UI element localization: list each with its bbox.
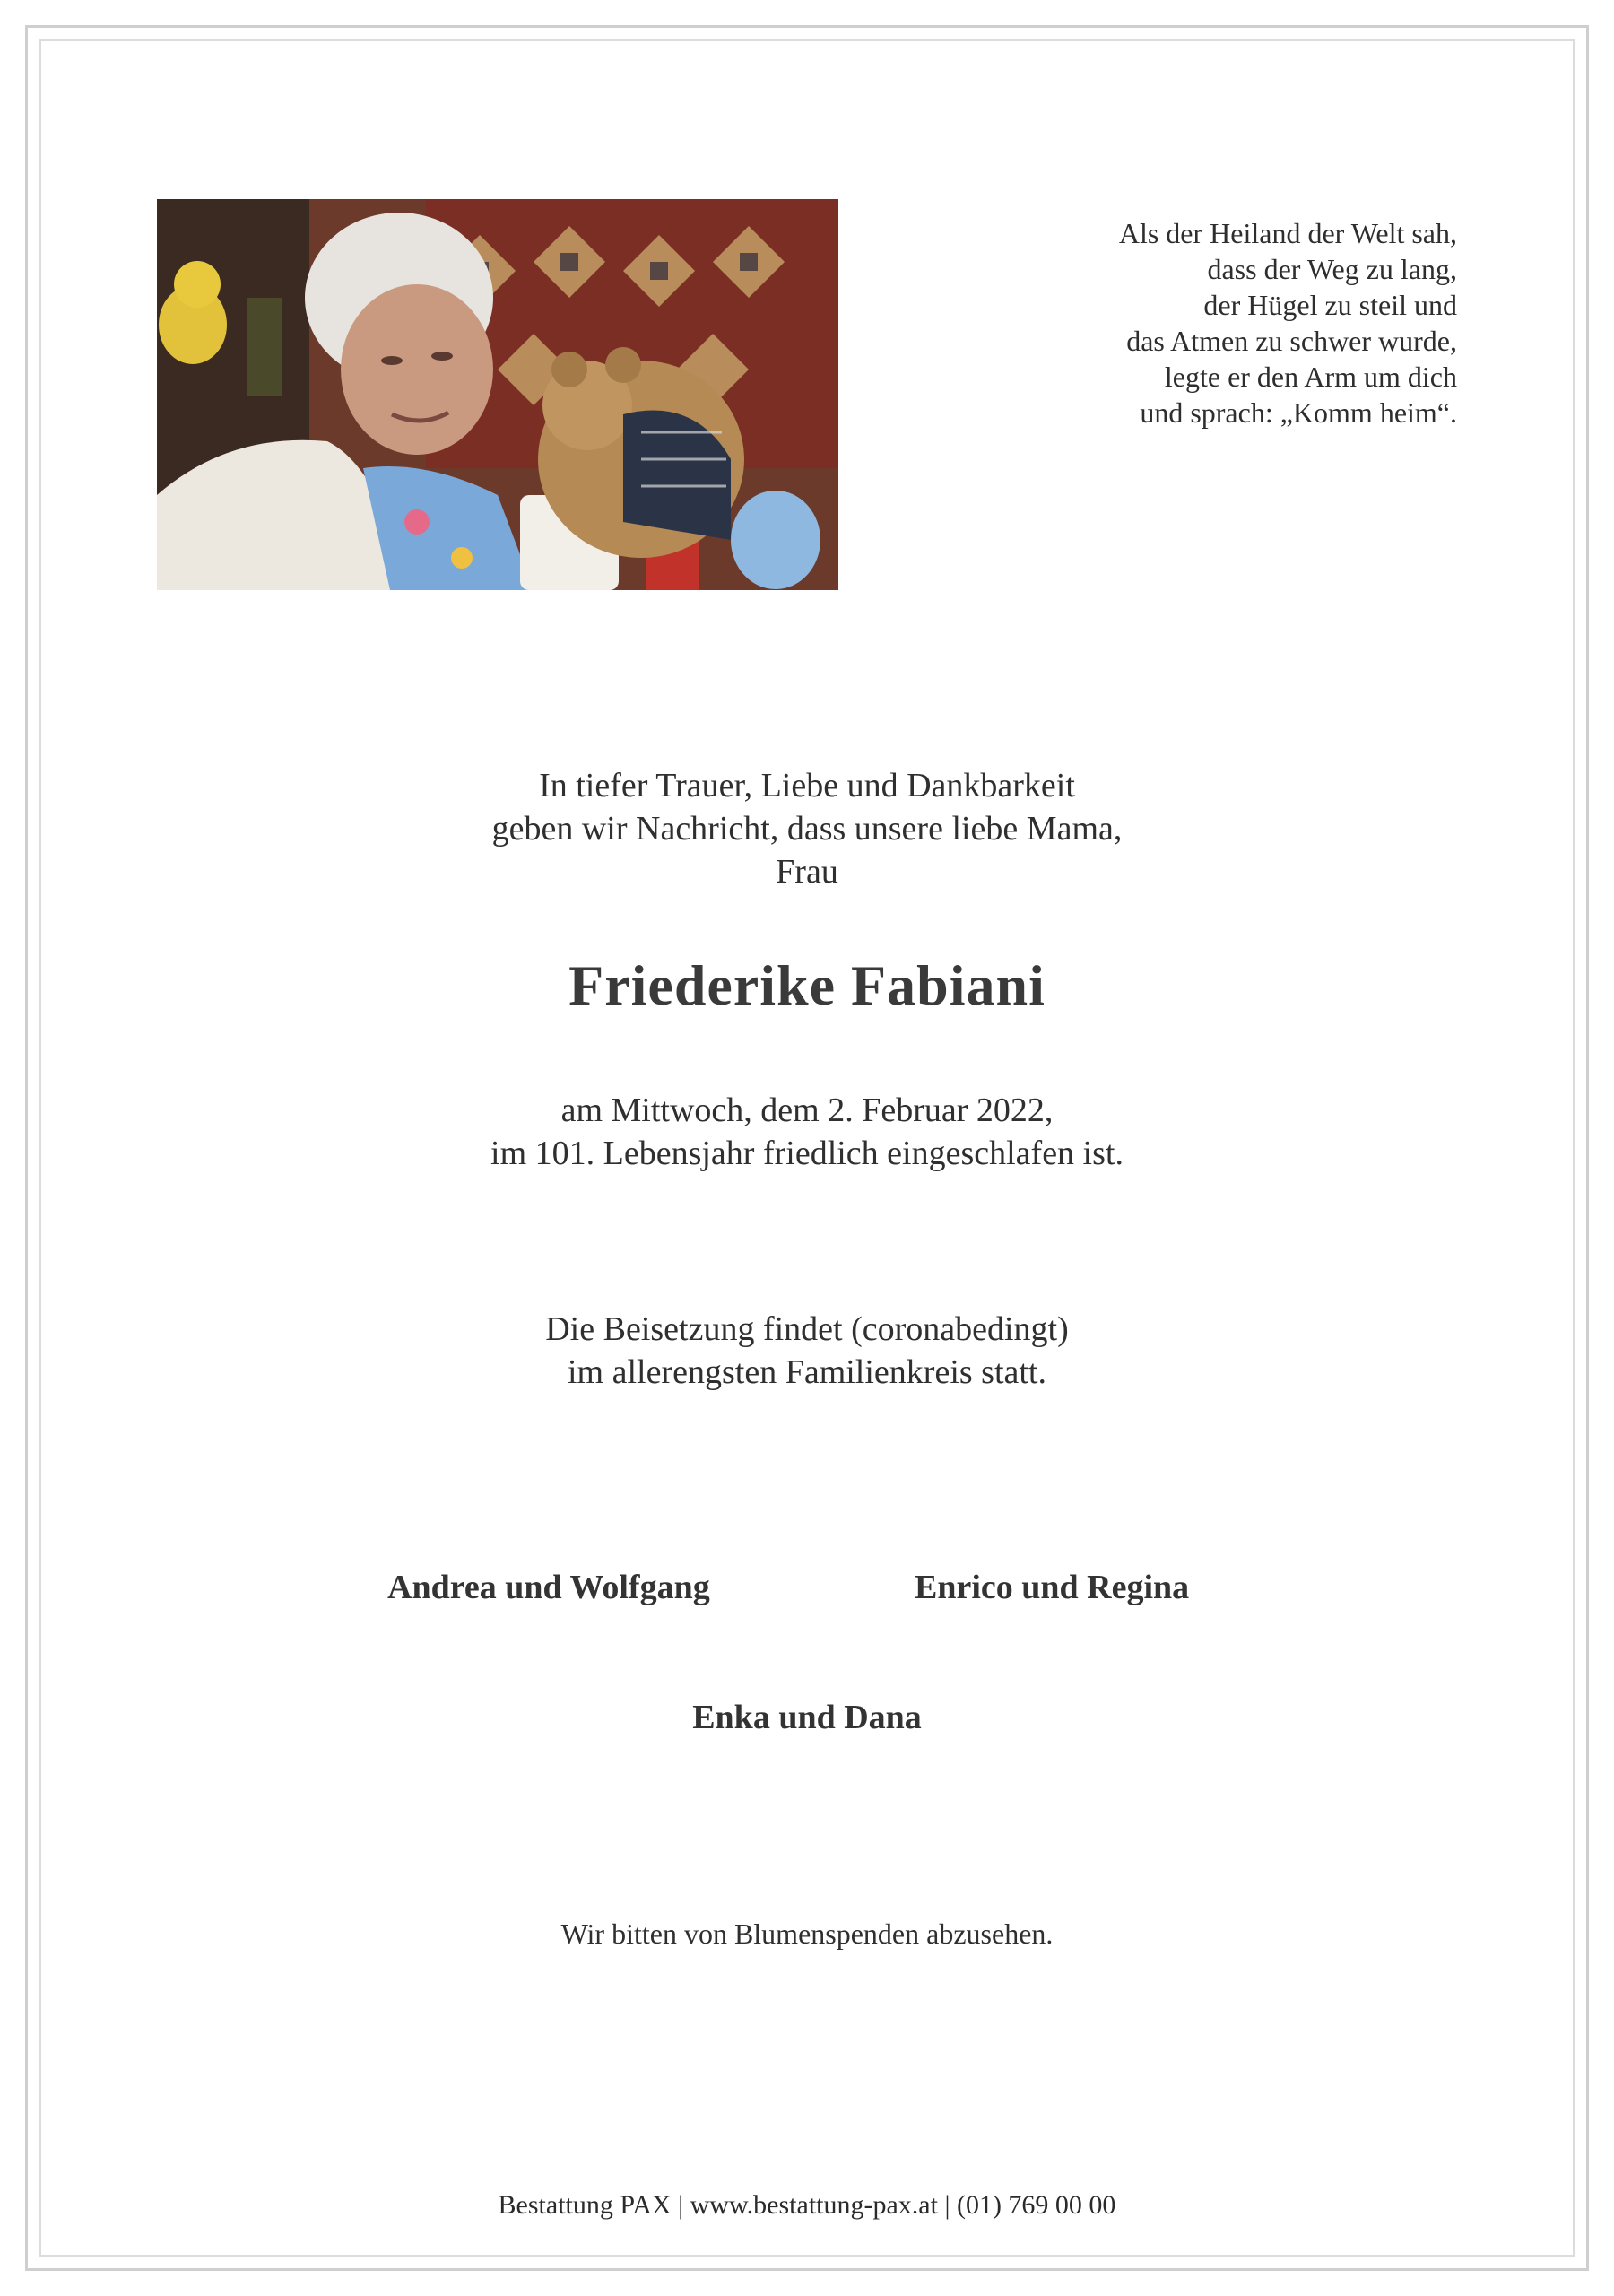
intro-line: geben wir Nachricht, dass unsere liebe Mama, xyxy=(491,810,1123,848)
family-left: Andrea und Wolfgang xyxy=(387,1569,710,1606)
deceased-name: Friederike Fabiani xyxy=(568,953,1046,1017)
announcement-intro xyxy=(0,764,1614,893)
family-bottom: Enka und Dana xyxy=(692,1699,922,1736)
poem xyxy=(829,215,1457,430)
poem-line: das Atmen zu schwer wurde, xyxy=(1126,325,1457,357)
intro-line: Frau xyxy=(776,853,838,891)
burial-line: im allerengsten Familienkreis statt. xyxy=(568,1353,1046,1391)
date-line: am Mittwoch, dem 2. Februar 2022, xyxy=(560,1091,1054,1129)
portrait-photo xyxy=(157,199,838,590)
poem-line: dass der Weg zu lang, xyxy=(1207,253,1457,285)
death-date xyxy=(0,1089,1614,1175)
family-right: Enrico und Regina xyxy=(915,1569,1190,1606)
poem-line: der Hügel zu steil und xyxy=(1203,289,1457,321)
flowers-note: Wir bitten von Blumenspenden abzusehen. xyxy=(560,1918,1054,1950)
date-line: im 101. Lebensjahr friedlich eingeschlafen ist. xyxy=(490,1135,1124,1172)
burial-line: Die Beisetzung findet (coronabedingt) xyxy=(545,1310,1069,1348)
intro-line: In tiefer Trauer, Liebe und Dankbarkeit xyxy=(539,767,1075,804)
poem-line: und sprach: „Komm heim“. xyxy=(1140,396,1457,429)
poem-line: legte er den Arm um dich xyxy=(1164,361,1457,393)
burial-notice xyxy=(0,1308,1614,1394)
funeral-home-footer: Bestattung PAX | www.bestattung-pax.at | (01) 769 00 00 xyxy=(498,2190,1116,2220)
poem-line: Als der Heiland der Welt sah, xyxy=(1118,217,1457,249)
